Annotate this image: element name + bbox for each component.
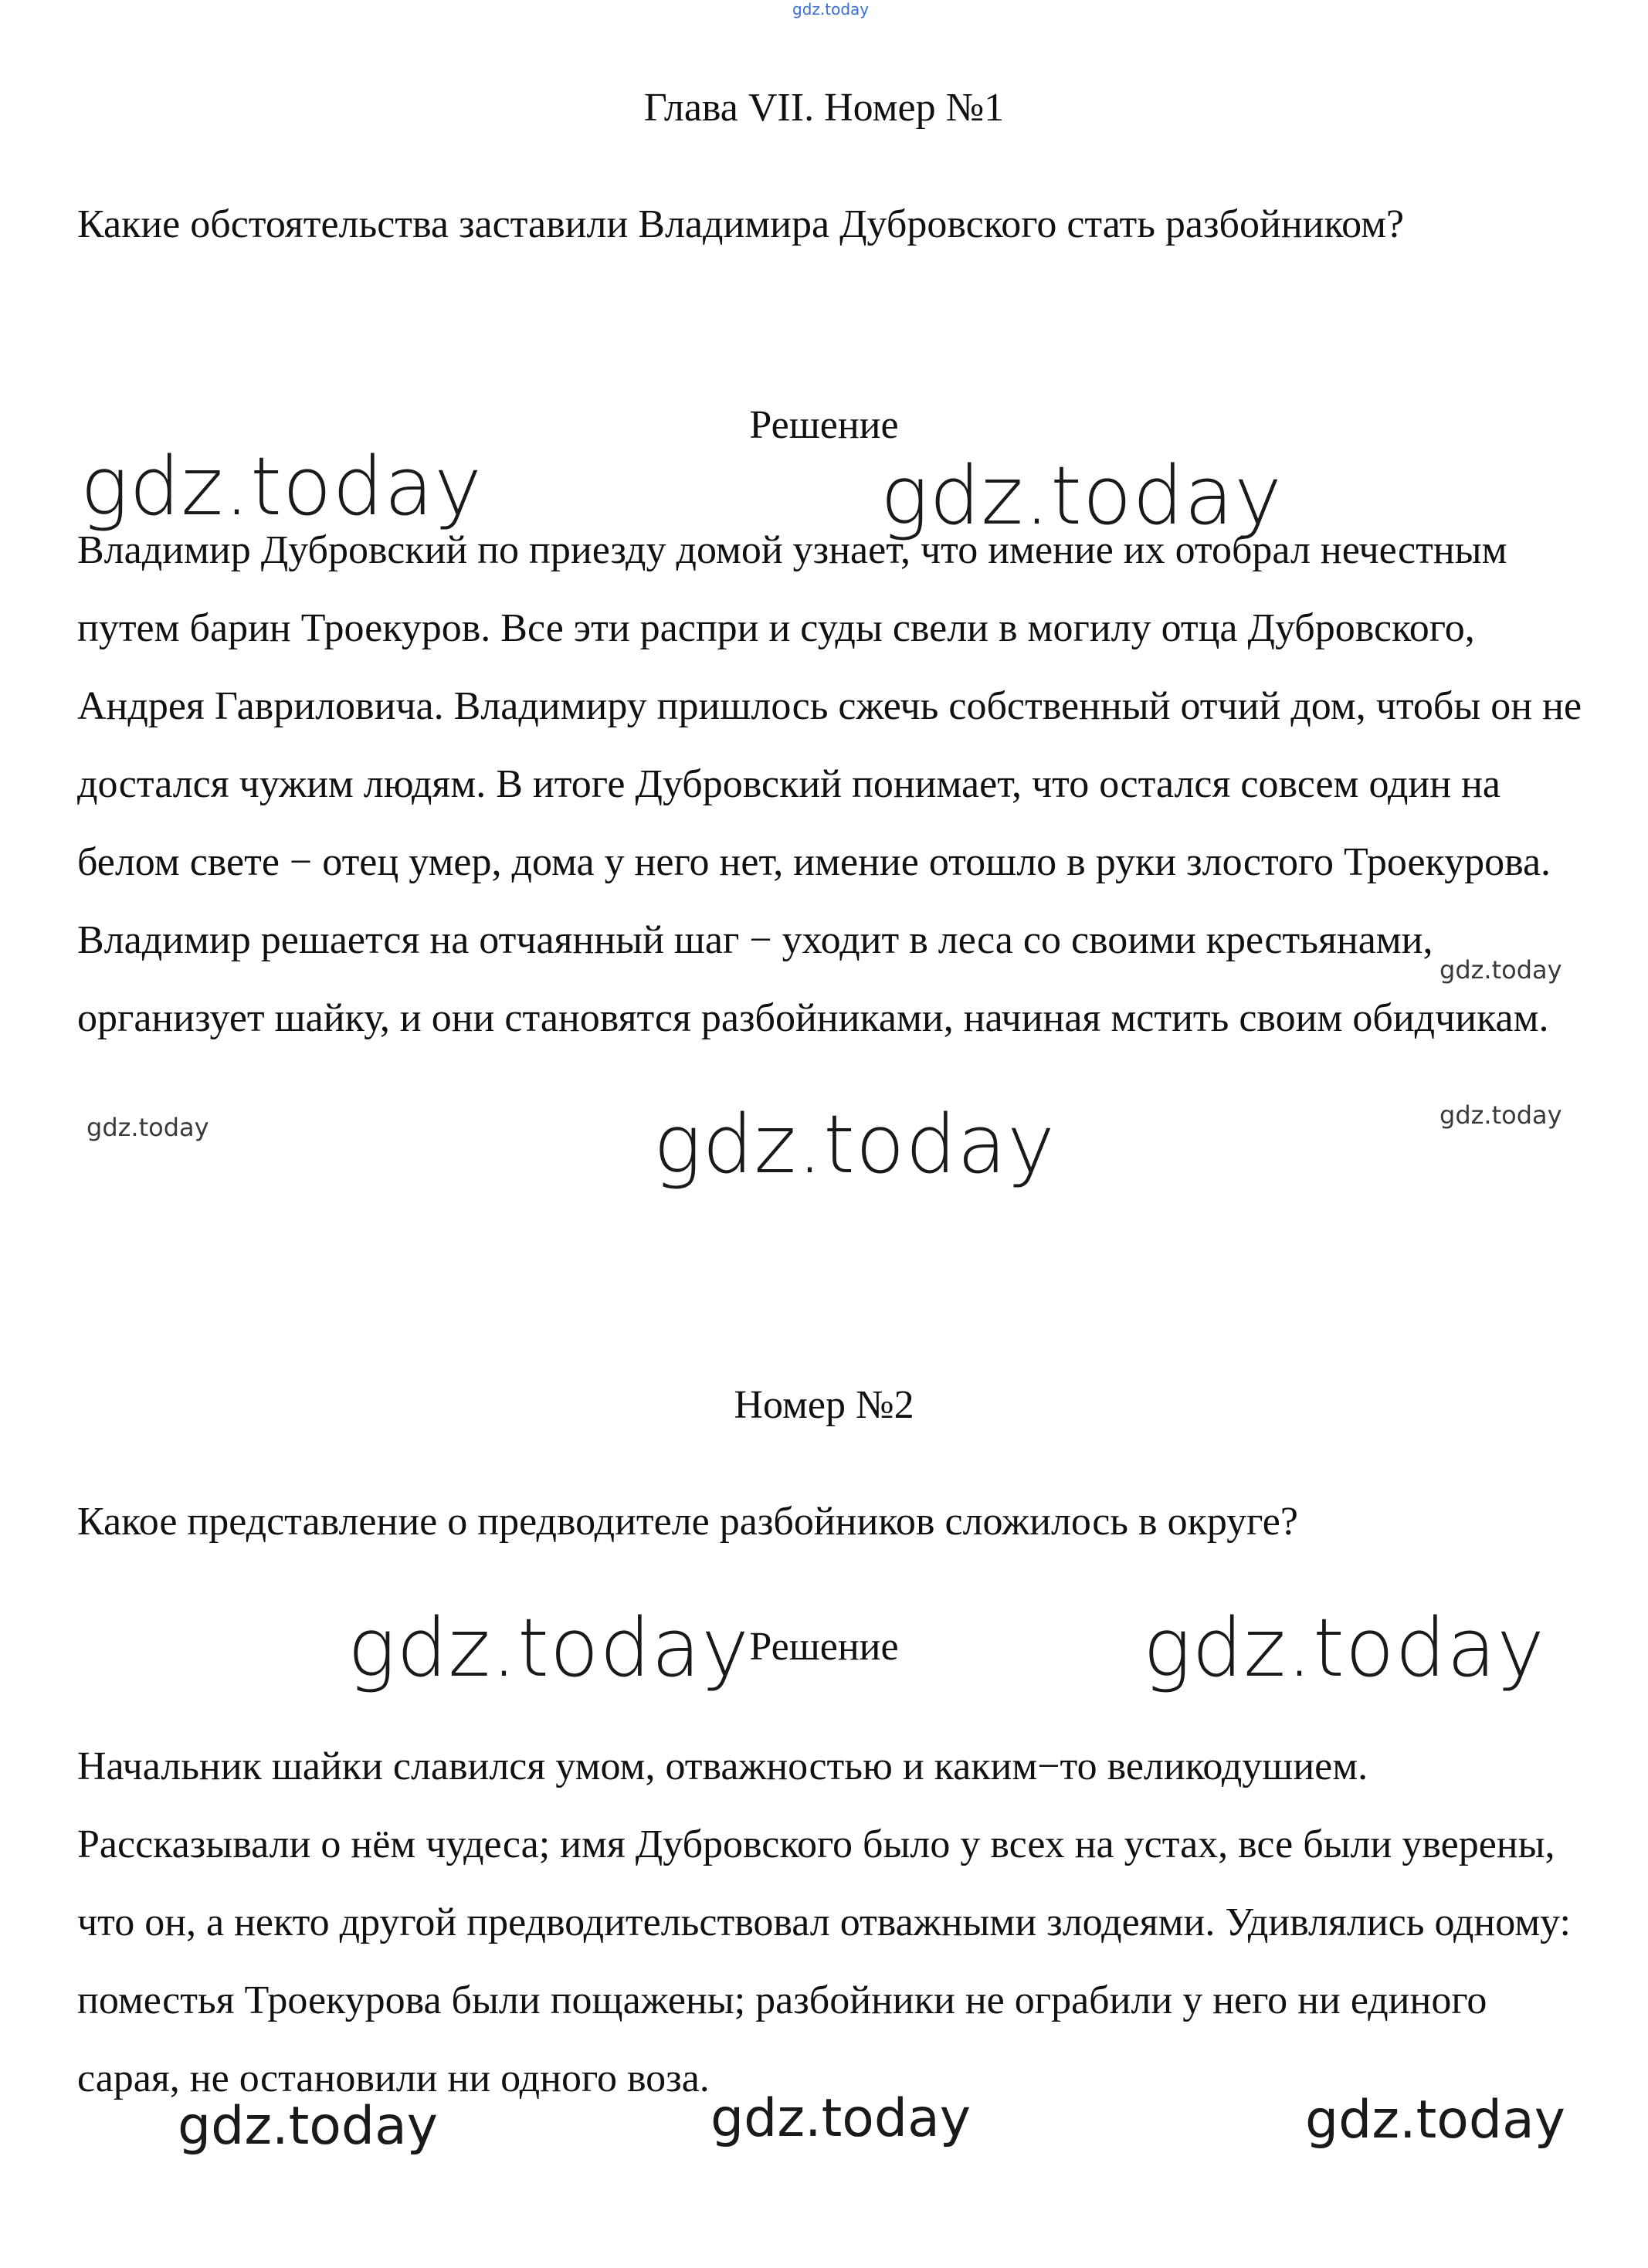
watermark-logo: gdz.today bbox=[1439, 955, 1562, 985]
watermark-logo: gdz.today bbox=[1305, 2090, 1565, 2151]
section1-answer: Владимир Дубровский по приезду домой узнает, что имение их отобрал нечестным путем барин Троекуров. Все эти распри и суды свели в могилу отца Дубровского, Андрея Гавриловича. Владимиру пришлось сжечь собственный отчий дом, чтобы он не достался чужим людям. В итоге Дубровский понимает, что остался совсем один на белом свете − отец умер, дома у него нет, имение отошло в руки злостого Троекурова. Владимир решается на отчаянный шаг − уходит в леса со своими крестьянами, организует шайку, и они становятся разбойниками, начиная мстить своим обидчикам. bbox=[77, 528, 1582, 1040]
watermark-top: gdz.today bbox=[792, 0, 870, 19]
watermark-logo: gdz.today bbox=[80, 439, 483, 534]
watermark-logo: gdz.today bbox=[880, 449, 1283, 543]
watermark-logo: gdz.today bbox=[348, 1601, 750, 1695]
watermark-logo: gdz.today bbox=[653, 1097, 1056, 1192]
watermark-logo: gdz.today bbox=[1143, 1601, 1545, 1695]
section1-question: Какие обстоятельства заставили Владимира Дубровского стать разбойником? bbox=[77, 202, 1405, 246]
watermark-logo: gdz.today bbox=[178, 2096, 438, 2157]
section2-answer: Начальник шайки славился умом, отважностью и каким−то великодушием. Рассказывали о нём чудеса; имя Дубровского было у всех на устах, все были уверены, что он, а некто другой предводительствовал отважными злодеями. Удивлялись одному: поместья Троекурова были пощажены; разбойники не ограбили у него ни единого сарая, не остановили ни одного воза. bbox=[77, 1744, 1571, 2100]
section2-solution-label: Решение bbox=[749, 1625, 899, 1669]
watermark-logo: gdz.today bbox=[710, 2088, 971, 2149]
watermark-logo: gdz.today bbox=[86, 1113, 209, 1142]
section2-question: Какое представление о предводителе разбойников сложилось в округе? bbox=[77, 1500, 1298, 1544]
section1-title: Глава VII. Номер №1 bbox=[643, 86, 1005, 130]
watermark-logo: gdz.today bbox=[1439, 1100, 1562, 1130]
section1-solution-label: Решение bbox=[749, 403, 899, 447]
section2-title: Номер №2 bbox=[734, 1383, 914, 1427]
